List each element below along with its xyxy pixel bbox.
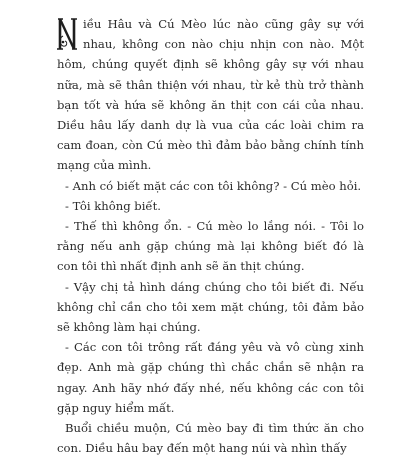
paragraph-dialogue: - Vậy chị tả hình dáng chúng cho tôi biết đi. Nếu không chỉ cần cho tôi xem mặt chúng, tôi đảm bảo sẽ không làm hại chúng.: [57, 279, 364, 335]
paragraph-dialogue: - Anh có biết mặt các con tôi không? - Cú mèo hỏi.: [65, 178, 362, 193]
paragraph-narration: Buổi chiều muộn, Cú mèo bay đi tìm thức ăn cho con. Diều hâu bay đến một hang núi và nhìn thấy: [57, 421, 364, 456]
ornamental-letter-n-icon: [57, 16, 79, 54]
paragraph-text: iều Hâu và Cú Mèo lúc nào cũng gây sự với nhau, không con nào chịu nhịn con nào. Một hôm, chúng quyết định sẽ không gây sự với nhau nữa, mà sẽ thân thiện với nhau, từ kẻ thù trở thành bạn tốt và hứa sẽ không ăn thịt con cái của nhau. Diều hâu lấy danh dự là vua của các loài chim ra cam đoan, còn Cú mèo thì đảm bảo bằng chính tính mạng của mình.: [57, 17, 364, 173]
paragraph-dialogue: - Các con tôi trông rất đáng yêu và vô cùng xinh đẹp. Anh mà gặp chúng thì chắc chắn sẽ nhận ra ngay. Anh hãy nhớ đấy nhé, nếu không các con tôi gặp nguy hiểm mất.: [57, 340, 364, 415]
dropcap: [57, 16, 79, 54]
paragraph-intro: [57, 14, 364, 176]
paragraph-dialogue: - Tôi không biết.: [65, 198, 161, 213]
paragraph-dialogue: - Thế thì không ổn. - Cú mèo lo lắng nói. - Tôi lo rằng nếu anh gặp chúng mà lại không biết đó là con tôi thì nhất định anh sẽ ăn thịt chúng.: [57, 219, 364, 274]
